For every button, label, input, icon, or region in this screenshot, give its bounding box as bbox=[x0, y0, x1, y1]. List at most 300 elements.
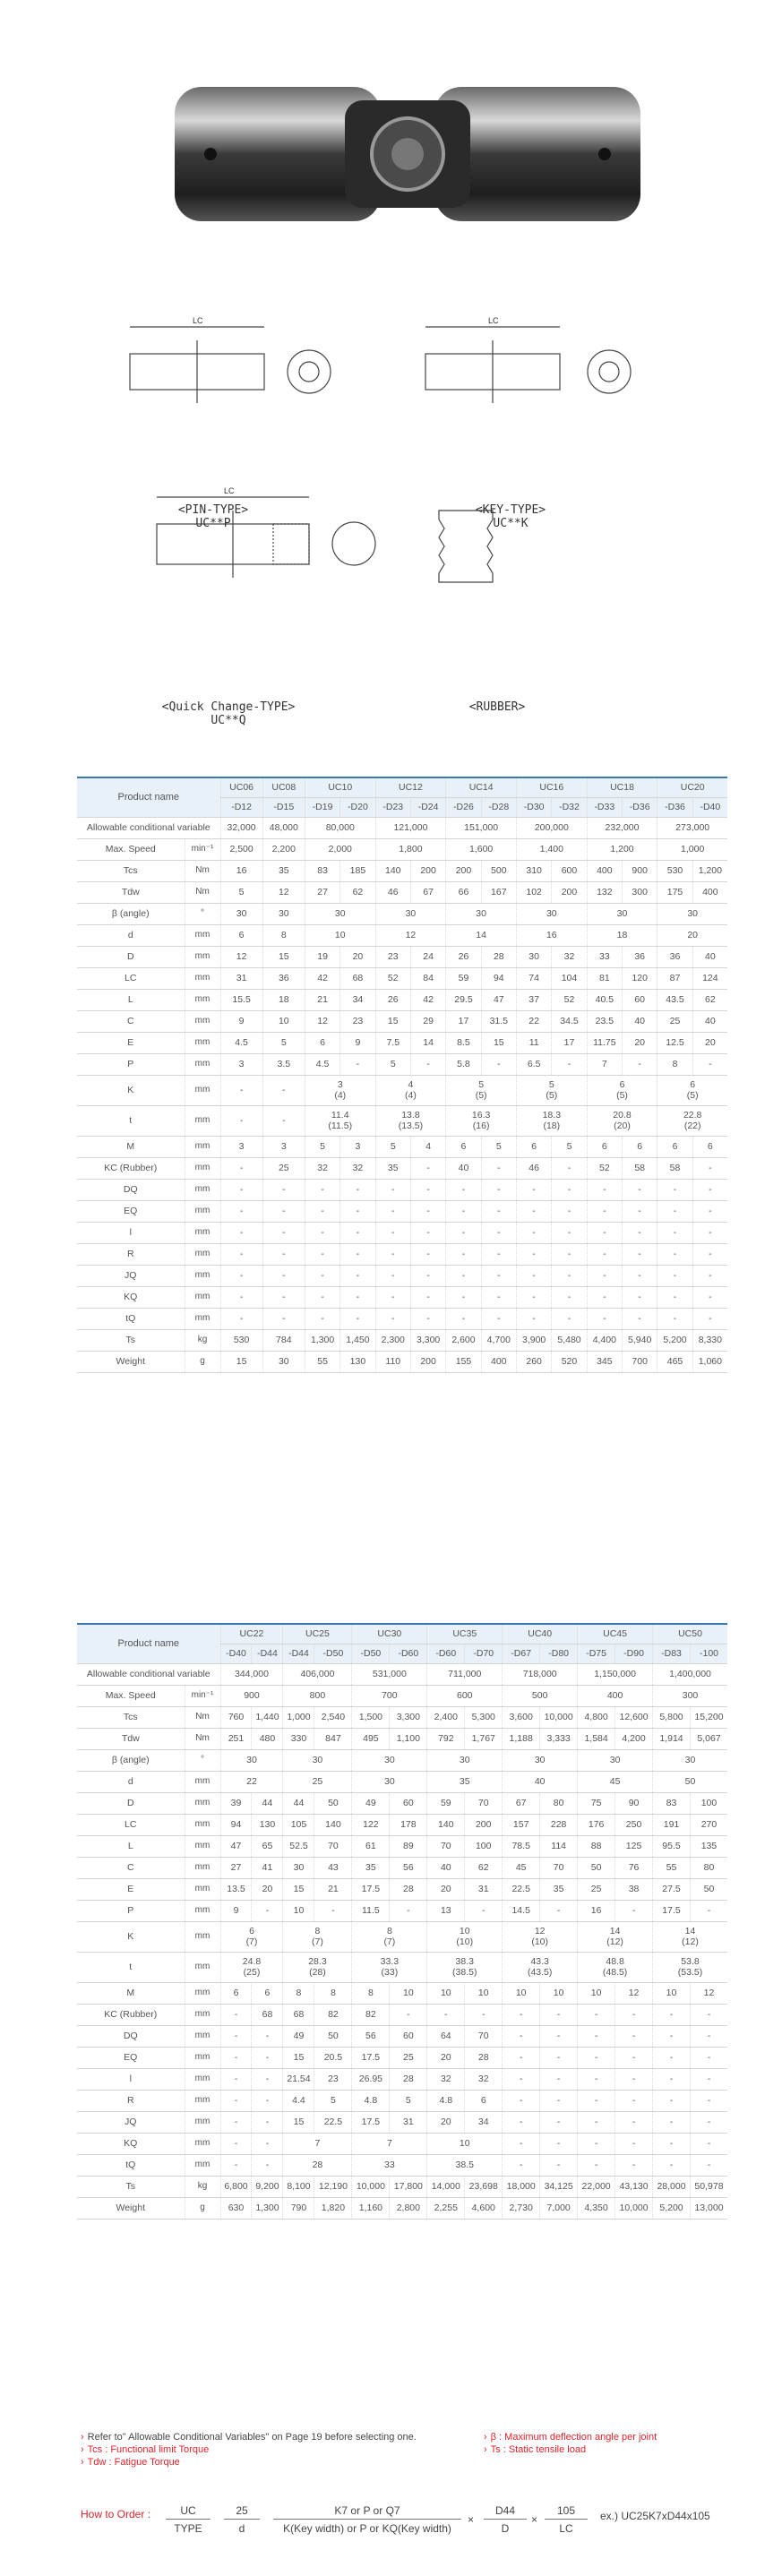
table-cell: 43.5 bbox=[657, 989, 692, 1010]
table-cell: - bbox=[653, 2111, 691, 2133]
table-cell: - bbox=[446, 1265, 481, 1286]
table-cell: 5,480 bbox=[552, 1329, 587, 1351]
table-cell: 3,333 bbox=[540, 1728, 578, 1749]
row-unit: mm bbox=[185, 2047, 220, 2068]
table-cell: - bbox=[690, 1900, 727, 1921]
table-cell: 3 (4) bbox=[305, 1075, 375, 1105]
table-cell: 8 (7) bbox=[283, 1921, 352, 1952]
table-cell: 30 bbox=[578, 1749, 653, 1771]
bore-header: -D83 bbox=[653, 1644, 691, 1663]
table-cell: 11 bbox=[516, 1032, 551, 1053]
row-label: EQ bbox=[77, 2047, 185, 2068]
order-example: ex.) UC25K7xD44x105 bbox=[600, 2510, 710, 2522]
table-cell: 22 bbox=[220, 1771, 283, 1792]
table-cell: 10 bbox=[262, 1010, 305, 1032]
table-cell: - bbox=[552, 1265, 587, 1286]
table-cell: - bbox=[657, 1222, 692, 1243]
row-label: tQ bbox=[77, 2154, 185, 2176]
table-cell: 8 bbox=[657, 1053, 692, 1075]
table-cell: 9 bbox=[220, 1010, 262, 1032]
row-label: t bbox=[77, 1952, 185, 1982]
table-cell: - bbox=[262, 1286, 305, 1308]
notes: › Refer to" Allowable Conditional Variables" on Page 19 before selecting one. › Tcs : Functional limit Torque › Tdw : Fatigue Torque › β : Maximum deflection angle per joint › Ts : Static tensile load bbox=[81, 2432, 657, 2468]
table-cell: 20.8 (20) bbox=[587, 1105, 657, 1136]
table-cell: 55 bbox=[653, 1857, 691, 1878]
table-row bbox=[77, 1329, 727, 1351]
table-cell: 38.3 (38.5) bbox=[427, 1952, 503, 1982]
table-cell: - bbox=[653, 2047, 691, 2068]
table-cell: - bbox=[340, 1286, 375, 1308]
table-cell: 84 bbox=[410, 967, 445, 989]
row-label: KQ bbox=[77, 1286, 185, 1308]
table-cell: 5,200 bbox=[657, 1329, 692, 1351]
table-row bbox=[77, 924, 727, 946]
table-cell: 6 bbox=[446, 1136, 481, 1157]
table-cell: 20 bbox=[692, 1032, 727, 1053]
table-row bbox=[77, 903, 727, 924]
table-cell: 600 bbox=[552, 860, 587, 881]
table-cell: - bbox=[552, 1157, 587, 1179]
table-cell: 140 bbox=[427, 1814, 465, 1835]
table-cell: - bbox=[340, 1179, 375, 1200]
table-cell: 130 bbox=[340, 1351, 375, 1372]
table-cell: 76 bbox=[615, 1857, 653, 1878]
bore-header: -D24 bbox=[410, 797, 445, 817]
table-cell: 22,000 bbox=[578, 2176, 615, 2197]
table-cell: - bbox=[220, 1222, 262, 1243]
table-cell: 344,000 bbox=[220, 1663, 283, 1685]
table-cell: 34 bbox=[465, 2111, 503, 2133]
table-cell: - bbox=[503, 2111, 540, 2133]
table-cell: 64 bbox=[427, 2025, 465, 2047]
table-cell: 55 bbox=[305, 1351, 339, 1372]
table-cell: 30 bbox=[516, 946, 551, 967]
table-cell: - bbox=[587, 1200, 622, 1222]
table-row bbox=[77, 1982, 727, 2004]
row-unit: mm bbox=[185, 1286, 220, 1308]
table-cell: 16 bbox=[516, 924, 587, 946]
table-cell: - bbox=[410, 1200, 445, 1222]
table-cell: 22 bbox=[516, 1010, 551, 1032]
table-row bbox=[77, 1952, 727, 1982]
table-cell: 110 bbox=[375, 1351, 410, 1372]
table-cell: - bbox=[220, 1265, 262, 1286]
table-cell: 40 bbox=[692, 946, 727, 967]
table-cell: 12,600 bbox=[615, 1706, 653, 1728]
table-cell: - bbox=[615, 2111, 653, 2133]
table-cell: 48,000 bbox=[262, 817, 305, 838]
table-cell: - bbox=[252, 2047, 283, 2068]
table-cell: - bbox=[552, 1243, 587, 1265]
table-cell: - bbox=[692, 1179, 727, 1200]
table-cell: 3 bbox=[262, 1136, 305, 1157]
table-cell: 9 bbox=[340, 1032, 375, 1053]
table-cell: 5 bbox=[481, 1136, 516, 1157]
row-label: E bbox=[77, 1878, 185, 1900]
table-cell: 1,300 bbox=[305, 1329, 339, 1351]
model-header: UC16 bbox=[516, 777, 587, 797]
table-cell: - bbox=[503, 2133, 540, 2154]
row-unit: ° bbox=[185, 1749, 220, 1771]
table-cell: 10 bbox=[390, 1982, 427, 2004]
row-unit: mm bbox=[185, 1792, 220, 1814]
table-cell: 25 bbox=[390, 2047, 427, 2068]
table-cell: 135 bbox=[690, 1835, 727, 1857]
table-cell: - bbox=[340, 1200, 375, 1222]
table-row bbox=[77, 1878, 727, 1900]
table-cell: - bbox=[657, 1243, 692, 1265]
table-cell: 20.5 bbox=[314, 2047, 352, 2068]
table-cell: - bbox=[465, 2004, 503, 2025]
table-cell: 3.5 bbox=[262, 1053, 305, 1075]
table-cell: 7 bbox=[587, 1053, 622, 1075]
table-cell: - bbox=[390, 2004, 427, 2025]
table-row bbox=[77, 1857, 727, 1878]
table-row bbox=[77, 1771, 727, 1792]
table-cell: 36 bbox=[623, 946, 657, 967]
table-cell: 1,500 bbox=[352, 1706, 390, 1728]
table-cell: 495 bbox=[352, 1728, 390, 1749]
table-cell: 65 bbox=[252, 1835, 283, 1857]
table-cell: - bbox=[340, 1308, 375, 1329]
table-cell: 30 bbox=[427, 1749, 503, 1771]
table-cell: - bbox=[615, 2090, 653, 2111]
table-cell: 82 bbox=[352, 2004, 390, 2025]
table-cell: 60 bbox=[623, 989, 657, 1010]
table-cell: 12.5 bbox=[657, 1032, 692, 1053]
table-cell: - bbox=[578, 2025, 615, 2047]
table-cell: - bbox=[410, 1265, 445, 1286]
table-cell: - bbox=[220, 1179, 262, 1200]
row-label: DQ bbox=[77, 1179, 185, 1200]
table-cell: 3,600 bbox=[503, 1706, 540, 1728]
table-cell: 68 bbox=[340, 967, 375, 989]
table-cell: - bbox=[615, 2004, 653, 2025]
table-cell: - bbox=[690, 2068, 727, 2090]
table-cell: 16 bbox=[578, 1900, 615, 1921]
table-cell: 176 bbox=[578, 1814, 615, 1835]
row-label: EQ bbox=[77, 1200, 185, 1222]
table-cell: - bbox=[540, 2090, 578, 2111]
table-cell: 12 bbox=[305, 1010, 339, 1032]
table-cell: 700 bbox=[352, 1685, 427, 1706]
table-cell: 2,800 bbox=[390, 2197, 427, 2219]
table-row bbox=[77, 1222, 727, 1243]
row-label: Ts bbox=[77, 2176, 185, 2197]
order-seg-D: D44 D bbox=[484, 2504, 527, 2535]
table-cell: 6 bbox=[220, 1982, 252, 2004]
table-cell: - bbox=[220, 1075, 262, 1105]
table-cell: 5 bbox=[390, 2090, 427, 2111]
table-cell: 80,000 bbox=[305, 817, 375, 838]
table-cell: - bbox=[305, 1265, 339, 1286]
table-cell: 8,100 bbox=[283, 2176, 314, 2197]
bore-header: -D15 bbox=[262, 797, 305, 817]
table-cell: - bbox=[690, 2111, 727, 2133]
table-cell: 52 bbox=[375, 967, 410, 989]
row-unit: mm bbox=[185, 946, 220, 967]
table-cell: 1,400,000 bbox=[653, 1663, 727, 1685]
table-cell: 38 bbox=[615, 1878, 653, 1900]
table-cell: 24.8 (25) bbox=[220, 1952, 283, 1982]
table-cell: - bbox=[503, 2068, 540, 2090]
row-unit: mm bbox=[185, 1105, 220, 1136]
table-cell: 5,940 bbox=[623, 1329, 657, 1351]
table-row bbox=[77, 1136, 727, 1157]
table-cell: - bbox=[503, 2154, 540, 2176]
table-cell: 66 bbox=[446, 881, 481, 903]
table-cell: - bbox=[587, 1286, 622, 1308]
table-cell: - bbox=[481, 1179, 516, 1200]
table-cell: 13 bbox=[427, 1900, 465, 1921]
table-cell: 400 bbox=[692, 881, 727, 903]
order-seg-k: K7 or P or Q7 K(Key width) or P or KQ(Key width) bbox=[273, 2504, 461, 2535]
table-cell: - bbox=[540, 2004, 578, 2025]
table-cell: 33 bbox=[352, 2154, 427, 2176]
table-cell: - bbox=[375, 1243, 410, 1265]
table-cell: 12 bbox=[375, 924, 446, 946]
row-label: Weight bbox=[77, 2197, 185, 2219]
table-cell: - bbox=[220, 2133, 252, 2154]
table-cell: 5,300 bbox=[465, 1706, 503, 1728]
table-cell: 105 bbox=[283, 1814, 314, 1835]
table-cell: 10,000 bbox=[352, 2176, 390, 2197]
table-cell: 27 bbox=[220, 1857, 252, 1878]
bore-header: -D75 bbox=[578, 1644, 615, 1663]
table-cell: 46 bbox=[375, 881, 410, 903]
table-cell: 60 bbox=[390, 2025, 427, 2047]
table-row bbox=[77, 1200, 727, 1222]
table-cell: 30 bbox=[516, 903, 587, 924]
table-cell: 520 bbox=[552, 1351, 587, 1372]
table-cell: 70 bbox=[465, 2025, 503, 2047]
table-cell: - bbox=[220, 2068, 252, 2090]
table-cell: 4,600 bbox=[465, 2197, 503, 2219]
table-cell: - bbox=[615, 2068, 653, 2090]
table-cell: 16.3 (16) bbox=[446, 1105, 517, 1136]
table-cell: 44 bbox=[252, 1792, 283, 1814]
row-label: Weight bbox=[77, 1351, 185, 1372]
table-cell: 20 bbox=[427, 2111, 465, 2133]
table-cell: 10 bbox=[305, 924, 375, 946]
table-cell: 10 bbox=[578, 1982, 615, 2004]
table-cell: 58 bbox=[657, 1157, 692, 1179]
table-cell: 81 bbox=[587, 967, 622, 989]
table-cell: 61 bbox=[352, 1835, 390, 1857]
table-cell: - bbox=[220, 2154, 252, 2176]
row-unit: mm bbox=[185, 2154, 220, 2176]
order-seg-type: UC TYPE bbox=[166, 2504, 211, 2535]
table-cell: - bbox=[262, 1105, 305, 1136]
model-header: UC22 bbox=[220, 1624, 283, 1644]
table-cell: 1,000 bbox=[657, 838, 727, 860]
table-cell: 18,000 bbox=[503, 2176, 540, 2197]
table-cell: - bbox=[690, 2004, 727, 2025]
table-cell: 5,067 bbox=[690, 1728, 727, 1749]
table-cell: - bbox=[587, 1243, 622, 1265]
table-cell: 4,350 bbox=[578, 2197, 615, 2219]
table-cell: 49 bbox=[283, 2025, 314, 2047]
table-cell: 10,000 bbox=[615, 2197, 653, 2219]
table-row bbox=[77, 1792, 727, 1814]
table-cell: - bbox=[692, 1200, 727, 1222]
table-cell: 8 bbox=[283, 1982, 314, 2004]
table-cell: 47 bbox=[481, 989, 516, 1010]
table-cell: 20 bbox=[427, 2047, 465, 2068]
table-cell: 43 bbox=[314, 1857, 352, 1878]
table-cell: 1,914 bbox=[653, 1728, 691, 1749]
table-cell: 1,060 bbox=[692, 1351, 727, 1372]
table-cell: 124 bbox=[692, 967, 727, 989]
row-label: Tcs bbox=[77, 1706, 185, 1728]
row-unit: mm bbox=[185, 2068, 220, 2090]
table-cell: 5,200 bbox=[653, 2197, 691, 2219]
table-cell: 30 bbox=[352, 1749, 427, 1771]
table-cell: - bbox=[540, 2047, 578, 2068]
table-cell: - bbox=[220, 1157, 262, 1179]
table-cell: 345 bbox=[587, 1351, 622, 1372]
table-cell: 52 bbox=[552, 989, 587, 1010]
table-cell: 56 bbox=[352, 2025, 390, 2047]
row-label: R bbox=[77, 1243, 185, 1265]
table-cell: - bbox=[262, 1308, 305, 1329]
table-cell: 191 bbox=[653, 1814, 691, 1835]
table-cell: 40 bbox=[623, 1010, 657, 1032]
bore-header: -D80 bbox=[540, 1644, 578, 1663]
table-cell: - bbox=[262, 1179, 305, 1200]
table-cell: - bbox=[481, 1243, 516, 1265]
table-cell: 34,125 bbox=[540, 2176, 578, 2197]
table-cell: - bbox=[410, 1243, 445, 1265]
table-cell: 17.5 bbox=[653, 1900, 691, 1921]
table-cell: 151,000 bbox=[446, 817, 517, 838]
table-cell: - bbox=[220, 2111, 252, 2133]
row-unit: mm bbox=[185, 2133, 220, 2154]
table-cell: 1,800 bbox=[375, 838, 446, 860]
row-unit: mm bbox=[185, 1265, 220, 1286]
table-cell: - bbox=[690, 2133, 727, 2154]
bore-header: -D60 bbox=[390, 1644, 427, 1663]
table-cell: 30 bbox=[262, 1351, 305, 1372]
table-row bbox=[77, 838, 727, 860]
table-cell: 95.5 bbox=[653, 1835, 691, 1857]
table-cell: 250 bbox=[615, 1814, 653, 1835]
model-header: UC08 bbox=[262, 777, 305, 797]
table-cell: 4.5 bbox=[305, 1053, 339, 1075]
table-cell: - bbox=[262, 1075, 305, 1105]
table-row bbox=[77, 1663, 727, 1685]
table-cell: 900 bbox=[623, 860, 657, 881]
table-cell: 18.3 (18) bbox=[516, 1105, 587, 1136]
table-cell: - bbox=[220, 2025, 252, 2047]
row-label: Max. Speed bbox=[77, 838, 185, 860]
table-cell: - bbox=[340, 1243, 375, 1265]
table-cell: 70 bbox=[540, 1857, 578, 1878]
table-cell: 5 bbox=[305, 1136, 339, 1157]
table-cell: 15,200 bbox=[690, 1706, 727, 1728]
bore-header: -D40 bbox=[220, 1644, 252, 1663]
table-cell: - bbox=[252, 2025, 283, 2047]
table-cell: 4,400 bbox=[587, 1329, 622, 1351]
table-cell: - bbox=[552, 1053, 587, 1075]
table-cell: - bbox=[481, 1200, 516, 1222]
table-cell: 43.3 (43.5) bbox=[503, 1952, 578, 1982]
table-cell: - bbox=[220, 1243, 262, 1265]
table-cell: 3,300 bbox=[390, 1706, 427, 1728]
table-cell: - bbox=[615, 2154, 653, 2176]
table-cell: 13.8 (13.5) bbox=[375, 1105, 446, 1136]
table-cell: 20 bbox=[340, 946, 375, 967]
table-cell: 16 bbox=[220, 860, 262, 881]
row-unit: mm bbox=[185, 2111, 220, 2133]
table-cell: - bbox=[503, 2047, 540, 2068]
table-cell: - bbox=[220, 1308, 262, 1329]
table-cell: 200 bbox=[465, 1814, 503, 1835]
table-cell: - bbox=[465, 1900, 503, 1921]
row-unit: ° bbox=[185, 903, 220, 924]
product-name-header: Product name bbox=[77, 1624, 220, 1663]
table-cell: 25 bbox=[283, 1771, 352, 1792]
table-cell: 800 bbox=[283, 1685, 352, 1706]
table-cell: 50,978 bbox=[690, 2176, 727, 2197]
table-cell: 2,300 bbox=[375, 1329, 410, 1351]
table-cell: 30 bbox=[657, 903, 727, 924]
table-cell: 67 bbox=[410, 881, 445, 903]
table-cell: - bbox=[552, 1179, 587, 1200]
table-cell: 114 bbox=[540, 1835, 578, 1857]
row-unit: mm bbox=[185, 1157, 220, 1179]
table-cell: 12 (10) bbox=[503, 1921, 578, 1952]
table-cell: 3 bbox=[220, 1053, 262, 1075]
table-cell: 6 bbox=[305, 1032, 339, 1053]
table-cell: 67 bbox=[503, 1792, 540, 1814]
table-cell: 94 bbox=[220, 1814, 252, 1835]
table-cell: 157 bbox=[503, 1814, 540, 1835]
table-cell: 88 bbox=[578, 1835, 615, 1857]
table-cell: 11.5 bbox=[352, 1900, 390, 1921]
table-cell: 40 bbox=[427, 1857, 465, 1878]
bore-header: -D60 bbox=[427, 1644, 465, 1663]
table-cell: 20 bbox=[427, 1878, 465, 1900]
table-cell: - bbox=[540, 2111, 578, 2133]
row-unit: mm bbox=[185, 1032, 220, 1053]
table-cell: 251 bbox=[220, 1728, 252, 1749]
table-cell: 15 bbox=[262, 946, 305, 967]
table-cell: - bbox=[481, 1053, 516, 1075]
table-cell: - bbox=[540, 2025, 578, 2047]
table-row bbox=[77, 2197, 727, 2219]
table-cell: 22.5 bbox=[503, 1878, 540, 1900]
table-cell: 60 bbox=[390, 1792, 427, 1814]
table-cell: - bbox=[653, 2004, 691, 2025]
table-cell: 94 bbox=[481, 967, 516, 989]
table-cell: 50 bbox=[314, 2025, 352, 2047]
table-cell: 36 bbox=[657, 946, 692, 967]
row-unit: min⁻¹ bbox=[185, 838, 220, 860]
row-label: l bbox=[77, 1222, 185, 1243]
table-cell: 718,000 bbox=[503, 1663, 578, 1685]
table-cell: - bbox=[623, 1053, 657, 1075]
table-cell: - bbox=[578, 2133, 615, 2154]
row-label: β (angle) bbox=[77, 1749, 185, 1771]
table-cell: - bbox=[305, 1308, 339, 1329]
table-cell: 36 bbox=[262, 967, 305, 989]
table-cell: 3 bbox=[220, 1136, 262, 1157]
order-seg-lc: 105 LC bbox=[545, 2504, 588, 2535]
table-cell: 400 bbox=[481, 1351, 516, 1372]
table-cell: 10 bbox=[465, 1982, 503, 2004]
model-header: UC50 bbox=[653, 1624, 727, 1644]
